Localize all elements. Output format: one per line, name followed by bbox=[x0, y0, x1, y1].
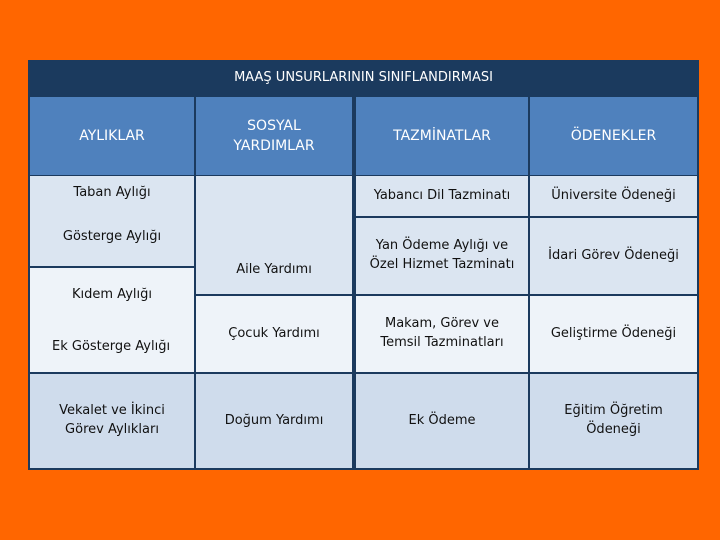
makam-gorev-temsil: Makam, Görev ve Temsil Tazminatları bbox=[356, 296, 528, 372]
header-sosyal-yardimlar: SOSYAL YARDIMLAR bbox=[196, 97, 352, 175]
table-title: MAAŞ UNSURLARININ SINIFLANDIRMASI bbox=[234, 69, 493, 85]
header-tazminatlar: TAZMİNATLAR bbox=[356, 97, 528, 175]
aile-yardimi: Aile Yardımı bbox=[196, 176, 352, 294]
yan-odeme-ozel-hizmet: Yan Ödeme Aylığı ve Özel Hizmet Tazminatı bbox=[356, 218, 528, 294]
header-odenekler: ÖDENEKLER bbox=[530, 97, 697, 175]
gosterge-ayligi: Gösterge Aylığı bbox=[62, 228, 162, 244]
cell-taban-gosterge bbox=[30, 176, 194, 266]
gelistirme-odenegi: Geliştirme Ödeneği bbox=[530, 296, 697, 372]
header-ayliklar: AYLIKLAR bbox=[30, 97, 194, 175]
taban-ayligi: Taban Aylığı bbox=[73, 185, 151, 200]
kidem-ayligi: Kıdem Aylığı bbox=[72, 287, 152, 302]
dogum-yardimi: Doğum Yardımı bbox=[196, 374, 352, 468]
universite-odenegi: Üniversite Ödeneği bbox=[530, 176, 697, 216]
idari-gorev-odenegi: İdari Görev Ödeneği bbox=[530, 218, 697, 294]
ek-odeme: Ek Ödeme bbox=[356, 374, 528, 468]
egitim-ogretim-odenegi: Eğitim Öğretim Ödeneği bbox=[530, 374, 697, 468]
vekalet-ikinci-gorev: Vekalet ve İkinci Görev Aylıkları bbox=[30, 374, 194, 468]
classification-table bbox=[28, 60, 699, 470]
cocuk-yardimi: Çocuk Yardımı bbox=[196, 296, 352, 372]
ek-gosterge-ayligi: Ek Gösterge Aylığı bbox=[52, 338, 171, 354]
yabanci-dil-tazminati: Yabancı Dil Tazminatı bbox=[356, 176, 528, 216]
